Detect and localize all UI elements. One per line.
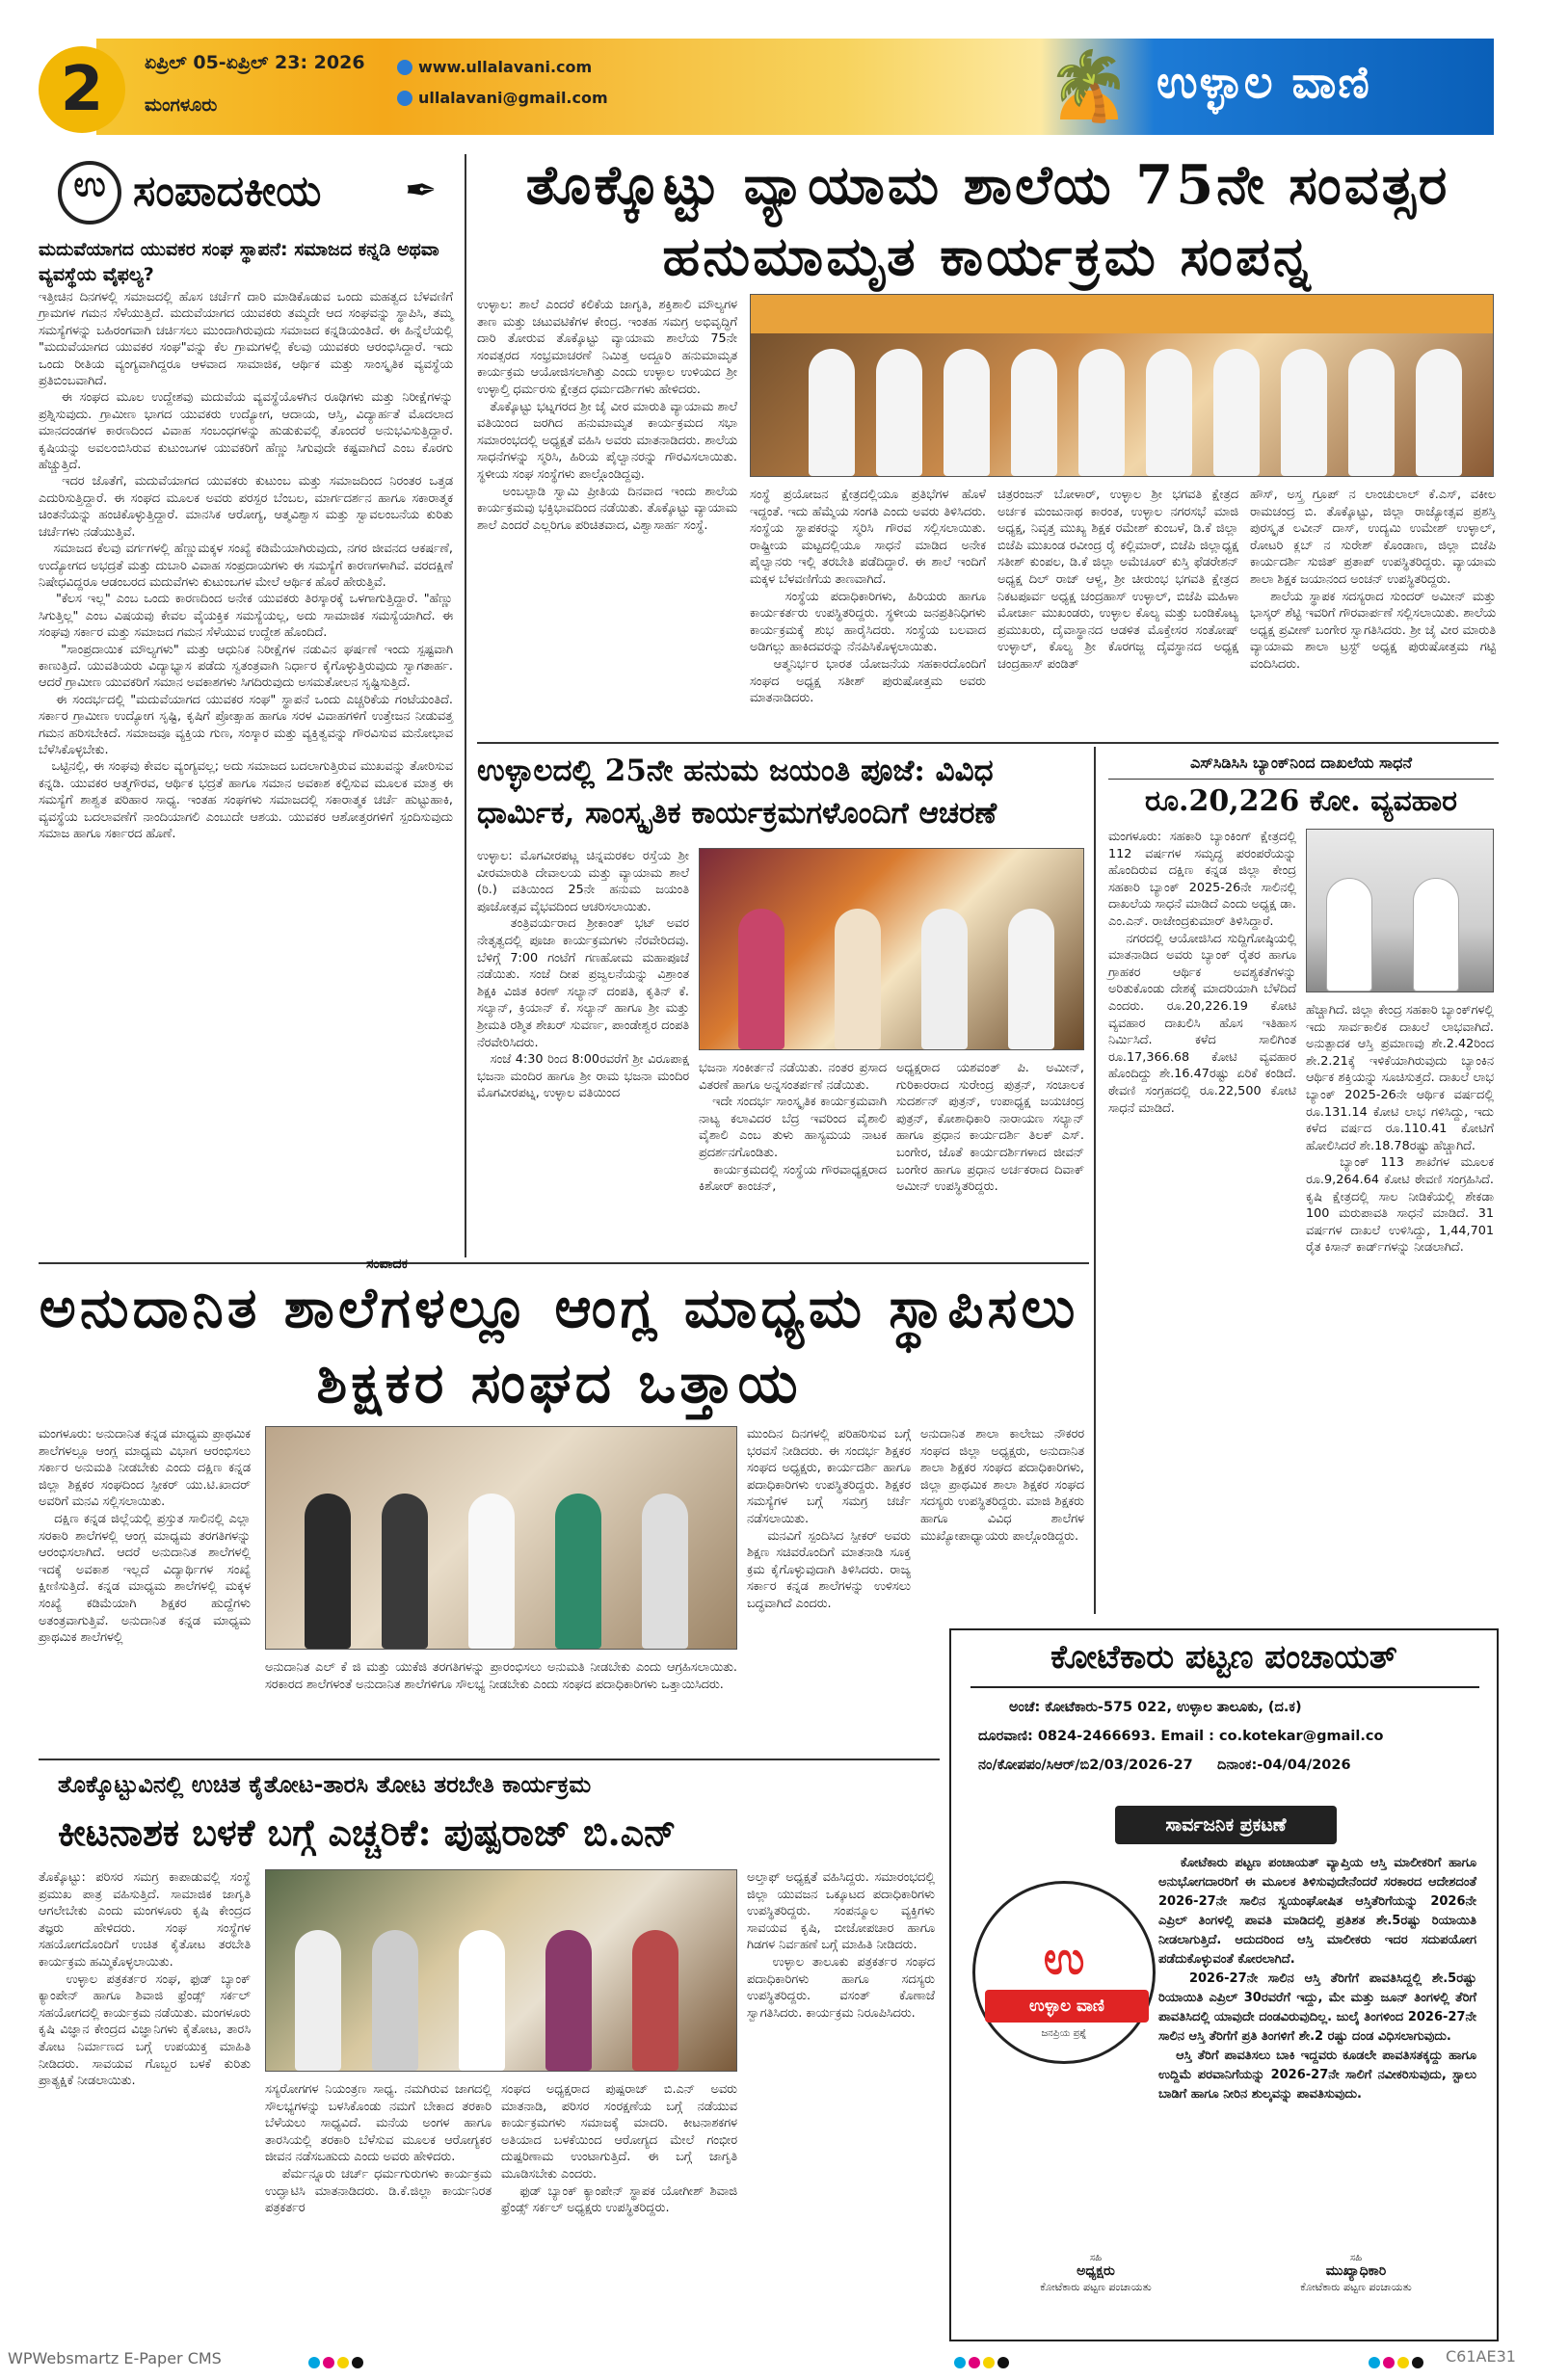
page-id: C61AE31 (1446, 2347, 1516, 2366)
story1-column-3: ಚಿತ್ರರಂಜನ್ ಬೋಳಾರ್, ಉಳ್ಳಾಲ ಶ್ರೀ ಭಗವತಿ ಕ್ಷೇತ್ರದ ಅರ್ಚಕ ಮಂಜುನಾಥ ಕಾರಂತ, ಉಳ್ಳಾಲ ನಗರಸಭೆ ಮಾಜಿ ಅಧ್ಯಕ್ಷ, ನಿವೃತ್ತ ಮುಖ್ಯ ಶಿಕ್ಷಕ ರಮೇಶ್ ಕುಂಬಳೆ, ಡಿ.ಕೆ ಜಿಲ್ಲಾ ಬಿಜೆಪಿ ಮುಖಂಡ ರವೀಂದ್ರ ರೈ ಕಲ್ಲಿಮಾರ್, ಬಿಜೆಪಿ ಜಿಲ್ಲಾಧ್ಯಕ್ಷ ಸತೀಶ್ ಕುಂಪಲ, ಡಿ.ಕೆ ಜಿಲ್ಲಾ ಅಮೆಚೂರ್ ಕುಸ್ತಿ ಫೆಡರೇಶನ್ ಅಧ್ಯಕ್ಷ ದಿಲ್ ರಾಜ್ ಆಳ್ವ, ಶ್ರೀ ಚೀರುಂಭ ಭಗವತಿ ಕ್ಷೇತ್ರದ ನಿಕಟಪೂರ್ವ ಅಧ್ಯಕ್ಷ ಚಂದ್ರಹಾಸ್ ಉಳ್ಳಾಲ್, ಬಿಜೆಪಿ ಮಹಿಳಾ ಮೋರ್ಚಾ ಮುಖಂಡರು, ಉಳ್ಳಾಲ ಕೊಲ್ಯ ಮತ್ತು ಬಂಡಿಕೊಟ್ಯ ಪ್ರಮುಖರು, ದೈವಾಸ್ಥಾನದ ಆಡಳಿತ ಮೊಕ್ತೇಸರ ಸಂತೋಷ್ ಉಳ್ಳಾಲ್, ಕೊಲ್ಯ ಶ್ರೀ ಕೊರಗಜ್ಜ ದೈವಸ್ಥಾನದ ಅಧ್ಯಕ್ಷ ಚಂದ್ರಹಾಸ್ ಪಂಡಿತ್ (997, 488, 1243, 672)
divider (1108, 779, 1494, 780)
divider (477, 742, 1499, 744)
brand-seal (972, 1881, 1156, 2064)
contact-band (386, 39, 1041, 135)
palm-tree-icon: 🌴 (1047, 46, 1131, 125)
story2-column-3: ಅಧ್ಯಕ್ಷರಾದ ಯಶವಂತ್ ಪಿ. ಅಮೀನ್, ಗುರಿಕಾರರಾದ ಸುರೇಂದ್ರ ಪುತ್ರನ್, ಸಂಚಾಲಕ ಸುದರ್ಶನ್ ಪುತ್ರನ್, ಉಪಾಧ್ಯಕ್ಷ ಜಯಚಂದ್ರ ಪುತ್ರನ್, ಕೋಶಾಧಿಕಾರಿ ನಾರಾಯಣ ಸಲ್ಯಾನ್ ಹಾಗೂ ಪ್ರಧಾನ ಕಾರ್ಯದರ್ಶಿ ತಿಲಕ್ ಎಸ್. ಬಂಗೇರ, ಜೊತೆ ಕಾರ್ಯದರ್ಶಿಗಳಾದ ಜೀವನ್ ಬಂಗೇರ ಹಾಗೂ ಪ್ರಧಾನ ಅರ್ಚಕರಾದ ದಿವಾಕ್ ಅಮೀನ್ ಉಪಸ್ಥಿತರಿದ್ದರು. (896, 1061, 1089, 1195)
story3-headline: ರೂ.20,226 ಕೋ. ವ್ಯವಹಾರ (1145, 784, 1457, 818)
brand-emblem-icon: ಉ (58, 161, 121, 225)
signature-chief-officer: ಸಹಿ ಮುಖ್ಯಾಧಿಕಾರಿ ಕೋಟೆಕಾರು ಪಟ್ಟಣ ಪಂಚಾಯತು (1300, 2253, 1412, 2293)
issue-city: ಮಂಗಳೂರು (145, 94, 218, 116)
editorial-signature: ಸಂಪಾದಕ (366, 1256, 408, 1272)
divider (39, 1759, 940, 1760)
story4-column-4: ಅನುದಾನಿತ ಶಾಲಾ ಕಾಲೇಜು ನೌಕರರ ಸಂಘದ ಜಿಲ್ಲಾ ಅಧ್ಯಕ್ಷರು, ಅನುದಾನಿತ ಶಾಲಾ ಶಿಕ್ಷಕರ ಸಂಘದ ಪದಾಧಿಕಾರಿಗಳು, ಜಿಲ್ಲಾ ಪ್ರಾಥಮಿಕ ಶಾಲಾ ಶಿಕ್ಷಕರ ಸಂಘದ ಸದಸ್ಯರು ಉಪಸ್ಥಿತರಿದ್ದರು. ಮಾಜಿ ಶಿಕ್ಷಕರು ಹಾಗೂ ವಿವಿಧ ಶಾಲೆಗಳ ಮುಖ್ಯೋಪಾಧ್ಯಾಯರು ಪಾಲ್ಗೊಂಡಿದ್ದರು. (920, 1427, 1089, 1544)
story5-column-2: ಸಸ್ಯರೋಗಗಳ ನಿಯಂತ್ರಣ ಸಾಧ್ಯ. ನಮಗಿರುವ ಜಾಗದಲ್ಲಿ ಸೌಲಭ್ಯಗಳನ್ನು ಬಳಸಿಕೊಂಡು ನಮಗೆ ಬೇಕಾದ ತರಕಾರಿ ಬೆಳೆಯಲು ಸಾಧ್ಯವಿದೆ. ಮನೆಯ ಅಂಗಳ ಹಾಗೂ ತಾರಸಿಯಲ್ಲಿ ತರಕಾರಿ ಬೆಳೆಸುವ ಮೂಲಕ ಆರೋಗ್ಯಕರ ಜೀವನ ನಡೆಸಬಹುದು ಎಂದು ಅವರು ಹೇಳಿದರು. ಪೆರ್ಮನ್ನೂರು ಚರ್ಚ್ ಧರ್ಮಗುರುಗಳು ಕಾರ್ಯಕ್ರಮ ಉದ್ಘಾಟಿಸಿ ಮಾತನಾಡಿದರು. ಡಿ.ಕೆ.ಜಿಲ್ಲಾ ಕಾರ್ಯನಿರತ ಪತ್ರಕರ್ತರ (265, 2082, 492, 2216)
registration-dots (308, 2357, 366, 2372)
page-number: 2 (39, 46, 125, 133)
story1-photo (750, 294, 1494, 477)
story2-column-2: ಭಜನಾ ಸಂಕೀರ್ತನೆ ನಡೆಯಿತು. ನಂತರ ಪ್ರಸಾದ ವಿತರಣೆ ಹಾಗೂ ಅನ್ನಸಂತರ್ಪಣೆ ನಡೆಯಿತು. ಇದೇ ಸಂದರ್ಭ ಸಾಂಸ್ಕೃತಿಕ ಕಾರ್ಯಕ್ರಮವಾಗಿ ನಾಟ್ಯ ಕಲಾವಿದರ ಬೆದ್ರ ಇವರಿಂದ ವೈಶಾಲಿ ವೈಶಾಲಿ ಎಂಬ ತುಳು ಹಾಸ್ಯಮಯ ನಾಟಕ ಪ್ರದರ್ಶನಗೊಂಡಿತು. ಕಾರ್ಯಕ್ರಮದಲ್ಲಿ ಸಂಸ್ಥೆಯ ಗೌರವಾಧ್ಯಕ್ಷರಾದ ಕಿಶೋರ್ ಕಾಂಚನ್, (699, 1061, 887, 1195)
story1-column-4: ಹೌಸ್, ಅಸ್ತ್ರ ಗ್ರೂಪ್ ನ ಲಾಂಚುಲಾಲ್ ಕೆ.ಎಸ್, ವಕೀಲ ರಾಮಚಂದ್ರ ಬಿ. ತೊಕ್ಕೊಟ್ಟು, ಜಿಲ್ಲಾ ರಾಜ್ಯೋತ್ಸವ ಪ್ರಶಸ್ತಿ ಪುರಸ್ಕೃತ ಲವೀನ್ ದಾಸ್, ಉದ್ಯಮಿ ಉಮೇಶ್ ಉಳ್ಳಾಲ್, ರೋಟರಿ ಕ್ಲಬ್ ನ ಸುರೇಶ್ ಕೊಂಡಾಣ, ಜಿಲ್ಲಾ ಬಿಜೆಪಿ ಕಾರ್ಯದರ್ಶಿ ಸುಜಿತ್ ಪ್ರತಾಪ್ ಉಪಸ್ಥಿತರಿದ್ದರು. ವ್ಯಾಯಾಮ ಶಾಲಾ ಶಿಕ್ಷಕ ಜಯಾನಂದ ಅಂಚನ್ ಉಪಸ್ಥಿತರಿದ್ದರು. ಶಾಲೆಯ ಸ್ಥಾಪಕ ಸದಸ್ಯರಾದ ಸುಂದರ್ ಅಮೀನ್ ಮತ್ತು ಭಾಸ್ಕರ್ ಶೆಟ್ಟಿ ಇವರಿಗೆ ಗೌರವಾರ್ಪಣೆ ಸಲ್ಲಿಸಲಾಯಿತು. ಶಾಲೆಯ ಅಧ್ಯಕ್ಷ ಪ್ರವೀಣ್ ಬಂಗೇರ ಸ್ವಾಗತಿಸಿದರು. ಶ್ರೀ ಜೈ ವೀರ ಮಾರುತಿ ವ್ಯಾಯಾಮ ಶಾಲಾ ಟ್ರಸ್ಟ್ ಅಧ್ಯಕ್ಷ ಪುರುಷೋತ್ತಮ ಗಟ್ಟಿ ವಂದಿಸಿದರು. (1250, 488, 1496, 672)
registration-dots (1369, 2357, 1426, 2372)
editorial-section-title: ಸಂಪಾದಕೀಯ (133, 167, 322, 216)
notice-phone: ದೂರವಾಣಿ: 0824-2466693. Email : co.kotekar@gmail.co (978, 1729, 1384, 1744)
email-link[interactable]: ullalavani@gmail.com (397, 89, 608, 107)
registration-dots (954, 2357, 1012, 2372)
story5-photo (265, 1869, 737, 2072)
editorial-headline: ಮದುವೆಯಾಗದ ಯುವಕರ ಸಂಘ ಸ್ಥಾಪನೆ: ಸಮಾಜದ ಕನ್ನಡಿ ಅಥವಾ ವ್ಯವಸ್ಥೆಯ ವೈಫಲ್ಯ? (39, 239, 439, 285)
story1-column-2: ಸಂಸ್ಥೆ ಪ್ರಯೋಜನ ಕ್ಷೇತ್ರದಲ್ಲಿಯೂ ಪ್ರತಿಭೆಗಳ ಹೊಳೆ ಇದ್ದಂತೆ. ಇದು ಹೆಮ್ಮೆಯ ಸಂಗತಿ ಎಂದು ಅವರು ತಿಳಿಸಿದರು. ಸಂಸ್ಥೆಯ ಸ್ಥಾಪಕರನ್ನು ಸ್ಮರಿಸಿ ಗೌರವ ಸಲ್ಲಿಸಲಾಯಿತು. ರಾಷ್ಟ್ರೀಯ ಮಟ್ಟದಲ್ಲಿಯೂ ಸಾಧನೆ ಮಾಡಿದ ಅನೇಕ ಪೈಲ್ವಾನರು ಇಲ್ಲಿ ತರಬೇತಿ ಪಡೆದಿದ್ದಾರೆ. ಈ ಶಾಲೆ ಇಂದಿಗೆ ಮಕ್ಕಳ ಬೆಳವಣಿಗೆಯ ತಾಣವಾಗಿದೆ. ಸಂಸ್ಥೆಯ ಪದಾಧಿಕಾರಿಗಳು, ಹಿರಿಯರು ಹಾಗೂ ಕಾರ್ಯಕರ್ತರು ಉಪಸ್ಥಿತರಿದ್ದರು. ಸ್ಥಳೀಯ ಜನಪ್ರತಿನಿಧಿಗಳು ಕಾರ್ಯಕ್ರಮಕ್ಕೆ ಶುಭ ಹಾರೈಸಿದರು. ಸಂಸ್ಥೆಯ ಬಲವಾದ ಅಡಿಗಲ್ಲು ಹಾಕಿದವರನ್ನು ನೆನಪಿಸಿಕೊಳ್ಳಲಾಯಿತು. ಆತ್ಮನಿರ್ಭರ ಭಾರತ ಯೋಜನೆಯ ಸಹಕಾರದೊಂದಿಗೆ ಸಂಘದ ಅಧ್ಯಕ್ಷ ಸತೀಶ್ ಪುರುಷೋತ್ತಮ ಅವರು ಮಾತನಾಡಿದರು. (750, 488, 986, 706)
signature-president: ಸಹಿ ಅಧ್ಯಕ್ಷರು ಕೋಟೆಕಾರು ಪಟ್ಟಣ ಪಂಚಾಯತು (1040, 2253, 1152, 2293)
story2-photo (699, 848, 1084, 1050)
notice-address: ಅಂಚೆ: ಕೋಟೆಕಾರು-575 022, ಉಳ್ಳಾಲ ತಾಲೂಕು, (ದ.ಕ) (1009, 1700, 1302, 1715)
notice-body: ಕೋಟೆಕಾರು ಪಟ್ಟಣ ಪಂಚಾಯತ್ ವ್ಯಾಪ್ತಿಯ ಆಸ್ತಿ ಮಾಲೀಕರಿಗೆ ಹಾಗೂ ಅನುಭೋಗದಾರರಿಗೆ ಈ ಮೂಲಕ ತಿಳಿಸುವುದೇನೆಂದರೆ ಸರಕಾರದ ಆದೇಶದಂತೆ 2026-27ನೇ ಸಾಲಿನ ಸ್ವಯಂಘೋಷಿತ ಆಸ್ತಿತೆರಿಗೆಯನ್ನು 2026ನೇ ಎಪ್ರಿಲ್ ತಿಂಗಳಲ್ಲಿ ಪಾವತಿ ಮಾಡಿದಲ್ಲಿ ಪ್ರತಿಶತ ಶೇ.5ರಷ್ಟು ರಿಯಾಯಿತಿ ನೀಡಲಾಗುತ್ತಿದೆ. ಆದುದರಿಂದ ಆಸ್ತಿ ಮಾಲೀಕರು ಇದರ ಸದುಪಯೋಗ ಪಡೆದುಕೊಳ್ಳುವಂತೆ ಕೋರಲಾಗಿದೆ. 2026-27ನೇ ಸಾಲಿನ ಆಸ್ತಿ ತೆರಿಗೆಗೆ ಪಾವತಿಸಿದ್ದಲ್ಲಿ ಶೇ.5ರಷ್ಟು ರಿಯಾಯಿತಿ ಎಪ್ರಿಲ್ 30ರವರೆಗೆ ಇದ್ದು, ಮೇ ಮತ್ತು ಜೂನ್ ತಿಂಗಳಲ್ಲಿ ತೆರಿಗೆ ಪಾವತಿಸಿದಲ್ಲಿ ಯಾವುದೇ ದಂಡವಿರುವುದಿಲ್ಲ. ಜುಲೈ ತಿಂಗಳಿಂದ 2026-27ನೇ ಸಾಲಿನ ಆಸ್ತಿ ತೆರಿಗೆಗೆ ಪ್ರತಿ ತಿಂಗಳಿಗೆ ಶೇ.2 ರಷ್ಟು ದಂಡ ವಿಧಿಸಲಾಗುವುದು. ಆಸ್ತಿ ತೆರಿಗೆ ಪಾವತಿಸಲು ಬಾಕಿ ಇದ್ದವರು ಕೂಡಲೇ ಪಾವತಿಸತಕ್ಕದ್ದು ಹಾಗೂ ಉದ್ದಿಮೆ ಪರವಾನಿಗೆಯನ್ನು 2026-27ನೇ ಸಾಲಿಗೆ ನವೀಕರಿಸುವುದು, ಸ್ಟಾಲು ಬಾಡಿಗೆ ಹಾಗೂ ನೀರಿನ ಶುಲ್ಕವನ್ನು ಪಾವತಿಸುವುದು. (1158, 1856, 1477, 2102)
story4-photo (265, 1426, 737, 1650)
story4-headline: ಅನುದಾನಿತ ಶಾಲೆಗಳಲ್ಲೂ ಆಂಗ್ಲ ಮಾಧ್ಯಮ ಸ್ಥಾಪಿಸಲು ಶಿಕ್ಷಕರ ಸಂಘದ ಒತ್ತಾಯ (39, 1275, 1079, 1415)
seal-tagline: ಜನಪ್ರಿಯ ಪ್ರಶ್ನೆ (1041, 2028, 1087, 2039)
story1-column-1: ಉಳ್ಳಾಲ: ಶಾಲೆ ಎಂದರೆ ಕಲಿಕೆಯ ಜಾಗೃತಿ, ಶಕ್ತಿಶಾಲಿ ಮೌಲ್ಯಗಳ ತಾಣ ಮತ್ತು ಚಟುವಟಿಕೆಗಳ ಕೇಂದ್ರ. ಇಂತಹ ಸಮಗ್ರ ಅಭಿವೃದ್ಧಿಗೆ ದಾರಿ ತೋರುವ ತೊಕ್ಕೊಟ್ಟು ವ್ಯಾಯಾಮ ಶಾಲೆಯ 75ನೇ ಸಂವತ್ಸರದ ಸಂಭ್ರಮಾಚರಣೆ ನಿಮಿತ್ತ ಅದ್ದೂರಿ ಹನುಮಾಮೃತ ಕಾರ್ಯಕ್ರಮ ಆಯೋಜಿಸಲಾಗಿತ್ತು ಎಂದು ಉಳ್ಳಾಲ ಉಳಿಯದ ಶ್ರೀ ಉಳ್ಳಾಲ್ತಿ ಧರ್ಮರಸು ಕ್ಷೇತ್ರದ ಧರ್ಮದರ್ಶಿಗಳು ಹೇಳಿದರು. ತೊಕ್ಕೊಟ್ಟು ಭಟ್ನಗರದ ಶ್ರೀ ಜೈ ವೀರ ಮಾರುತಿ ವ್ಯಾಯಾಮ ಶಾಲೆ ವತಿಯಿಂದ ಜರಗಿದ ಹನುಮಾಮೃತ ಕಾರ್ಯಕ್ರಮದ ಸಭಾ ಸಮಾರಂಭದಲ್ಲಿ ಅಧ್ಯಕ್ಷತೆ ವಹಿಸಿ ಅವರು ಮಾತನಾಡಿದರು. ಶಾಲೆಯ ಸಾಧನೆಗಳನ್ನು ಸ್ಮರಿಸಿ, ಹಿರಿಯ ಪೈಲ್ವಾನರನ್ನು ಗೌರವಿಸಲಾಯಿತು. ಸ್ಥಳೀಯ ಸಂಘ ಸಂಸ್ಥೆಗಳು ಪಾಲ್ಗೊಂಡಿದ್ದವು. ಅಂಬಲ್ಪಾಡಿ ಸ್ವಾಮಿ ಪ್ರೀತಿಯ ದಿನವಾದ ಇಂದು ಶಾಲೆಯ ಕಾರ್ಯಕ್ರಮವು ಭಕ್ತಿಭಾವದಿಂದ ನಡೆಯಿತು. ತೊಕ್ಕೊಟ್ಟು ವ್ಯಾಯಾಮ ಶಾಲೆ ಎಂದರೆ ಎಲ್ಲರಿಗೂ ಪರಿಚಿತವಾದ, ವಿಶ್ವಾಸಾರ್ಹ ಸಂಸ್ಥೆ. (477, 298, 737, 533)
masthead-header (39, 39, 1494, 135)
website-link[interactable]: www.ullalavani.com (397, 58, 592, 76)
divider (1094, 747, 1096, 1614)
brand-emblem-icon: ಉ (1043, 1932, 1085, 1984)
masthead-logo (1041, 39, 1494, 135)
story5-column-4: ಅಲ್ತಾಫ್ ಅಧ್ಯಕ್ಷತೆ ವಹಿಸಿದ್ದರು. ಸಮಾರಂಭದಲ್ಲಿ ಜಿಲ್ಲಾ ಯುವಜನ ಒಕ್ಕೂಟದ ಪದಾಧಿಕಾರಿಗಳು ಉಪಸ್ಥಿತರಿದ್ದರು. ಸಂಪನ್ಮೂಲ ವ್ಯಕ್ತಿಗಳು ಸಾವಯವ ಕೃಷಿ, ಬೀಜೋಪಚಾರ ಹಾಗೂ ಗಿಡಗಳ ನಿರ್ವಹಣೆ ಬಗ್ಗೆ ಮಾಹಿತಿ ನೀಡಿದರು. ಉಳ್ಳಾಲ ತಾಲೂಕು ಪತ್ರಕರ್ತರ ಸಂಘದ ಪದಾಧಿಕಾರಿಗಳು ಹಾಗೂ ಸದಸ್ಯರು ಉಪಸ್ಥಿತರಿದ್ದರು. ವಸಂತ್ ಕೊಣಾಜೆ ಸ್ವಾಗತಿಸಿದರು. ಕಾರ್ಯಕ್ರಮ ನಿರೂಪಿಸಿದರು. (747, 1870, 935, 2021)
globe-icon (397, 60, 412, 75)
notice-reference: ನಂ/ಕೋಪಪಂ/ಸಿಆರ್/ಬಿ2/03/2026-27 ದಿನಾಂಕ:-04/04/2026 (978, 1758, 1351, 1773)
editorial-section-logo (58, 159, 463, 226)
story3-photo (1306, 829, 1494, 992)
story4-column-1: ಮಂಗಳೂರು: ಅನುದಾನಿತ ಕನ್ನಡ ಮಾಧ್ಯಮ ಪ್ರಾಥಮಿಕ ಶಾಲೆಗಳಲ್ಲೂ ಆಂಗ್ಲ ಮಾಧ್ಯಮ ವಿಭಾಗ ಆರಂಭಿಸಲು ಸರ್ಕಾರ ಅನುಮತಿ ನೀಡಬೇಕು ಎಂದು ದಕ್ಷಿಣ ಕನ್ನಡ ಜಿಲ್ಲಾ ಶಿಕ್ಷಕರ ಸಂಘದಿಂದ ಸ್ಪೀಕರ್ ಯು.ಟಿ.ಖಾದರ್ ಅವರಿಗೆ ಮನವಿ ಸಲ್ಲಿಸಲಾಯಿತು. ದಕ್ಷಿಣ ಕನ್ನಡ ಜಿಲ್ಲೆಯಲ್ಲಿ ಪ್ರಸ್ತುತ ಸಾಲಿನಲ್ಲಿ ಎಲ್ಲಾ ಸರಕಾರಿ ಶಾಲೆಗಳಲ್ಲಿ ಆಂಗ್ಲ ಮಾಧ್ಯಮ ತರಗತಿಗಳನ್ನು ಆರಂಭಿಸಲಾಗಿದೆ. ಆದರೆ ಅನುದಾನಿತ ಶಾಲೆಗಳಲ್ಲಿ ಇದಕ್ಕೆ ಅವಕಾಶ ಇಲ್ಲದೆ ವಿದ್ಯಾರ್ಥಿಗಳ ಸಂಖ್ಯೆ ಕ್ಷೀಣಿಸುತ್ತಿದೆ. ಕನ್ನಡ ಮಾಧ್ಯಮ ಶಾಲೆಗಳಲ್ಲಿ ಮಕ್ಕಳ ಸಂಖ್ಯೆ ಕಡಿಮೆಯಾಗಿ ಶಿಕ್ಷಕರ ಹುದ್ದೆಗಳು ಅತಂತ್ರವಾಗುತ್ತಿವೆ. ಅನುದಾನಿತ ಕನ್ನಡ ಮಾಧ್ಯಮ ಪ್ರಾಥಮಿಕ ಶಾಲೆಗಳಲ್ಲಿ (39, 1427, 251, 1646)
divider (39, 1262, 1089, 1264)
story2-column-1: ಉಳ್ಳಾಲ: ಮೊಗವೀರಪಟ್ಣ ಚಿನ್ನಮರಕಲ ರಸ್ತೆಯ ಶ್ರೀ ವೀರಮಾರುತಿ ದೇವಾಲಯ ಮತ್ತು ವ್ಯಾಯಾಮ ಶಾಲೆ (ರಿ.) ವತಿಯಿಂದ 25ನೇ ಹನುಮ ಜಯಂತಿ ಪೂಜೋತ್ಸವ ವೈಭವದಿಂದ ಆಚರಿಸಲಾಯಿತು. ತಂತ್ರಿವರ್ಯರಾದ ಶ್ರೀಕಾಂತ್ ಭಟ್ ಅವರ ನೇತೃತ್ವದಲ್ಲಿ ಪೂಜಾ ಕಾರ್ಯಕ್ರಮಗಳು ನೆರವೇರಿದವು. ಬೆಳಿಗ್ಗೆ 7:00 ಗಂಟೆಗೆ ಗಣಹೋಮ ಮಹಾಪೂಜೆ ನಡೆಯಿತು. ಸಂಜೆ ದೀಪ ಪ್ರಜ್ವಲನೆಯನ್ನು ವಿಶ್ರಾಂತ ಶಿಕ್ಷಕಿ ವಿಜಿತ ಕಿರಣ್ ಸಲ್ಯಾನ್ ದಂಪತಿ, ಕೃತಿನ್ ಕೆ. ಸಲ್ಯಾನ್, ಕ್ರಿಯಾನ್ ಕೆ. ಸಲ್ಯಾನ್ ಹಾಗೂ ಶ್ರೀ ಮತ್ತು ಶ್ರೀಮತಿ ರಶ್ಮಿತ ಶೇಖರ್ ಸುವರ್ಣ, ಪಾಂಡೇಶ್ವರ ದಂಪತಿ ನೆರವೇರಿಸಿದರು. ಸಂಜೆ 4:30 ರಿಂದ 8:00ರವರೆಗೆ ಶ್ರೀ ವಿರೂಪಾಕ್ಷ ಭಜನಾ ಮಂದಿರ ಹಾಗೂ ಶ್ರೀ ರಾಮ ಭಜನಾ ಮಂದಿರ ಮೊಗವೀರಪಟ್ನ, ಉಳ್ಳಾಲ ವತಿಯಿಂದ (477, 849, 689, 1101)
seal-name: ಉಳ್ಳಾಲ ವಾಣಿ (985, 1990, 1149, 2023)
cms-credit: WPWebsmartz E-Paper CMS (8, 2349, 222, 2367)
mail-icon (397, 91, 412, 106)
story4-column-3: ಮುಂದಿನ ದಿನಗಳಲ್ಲಿ ಪರಿಹರಿಸುವ ಬಗ್ಗೆ ಭರವಸೆ ನೀಡಿದರು. ಈ ಸಂದರ್ಭ ಶಿಕ್ಷಕರ ಸಂಘದ ಅಧ್ಯಕ್ಷರು, ಕಾರ್ಯದರ್ಶಿ ಹಾಗೂ ಪದಾಧಿಕಾರಿಗಳು ಉಪಸ್ಥಿತರಿದ್ದರು. ಶಿಕ್ಷಕರ ಸಮಸ್ಯೆಗಳ ಬಗ್ಗೆ ಸಮಗ್ರ ಚರ್ಚೆ ನಡೆಸಲಾಯಿತು. ಮನವಿಗೆ ಸ್ಪಂದಿಸಿದ ಸ್ಪೀಕರ್ ಅವರು ಶಿಕ್ಷಣ ಸಚಿವರೊಂದಿಗೆ ಮಾತನಾಡಿ ಸೂಕ್ತ ಕ್ರಮ ಕೈಗೊಳ್ಳುವುದಾಗಿ ತಿಳಿಸಿದರು. ರಾಜ್ಯ ಸರ್ಕಾರ ಕನ್ನಡ ಶಾಲೆಗಳನ್ನು ಉಳಿಸಲು ಬದ್ಧವಾಗಿದೆ ಎಂದರು. (747, 1427, 911, 1611)
notice-title: ಕೋಟೆಕಾರು ಪಟ್ಟಣ ಪಂಚಾಯತ್ (1050, 1638, 1397, 1677)
editorial-body: ಇತ್ತೀಚಿನ ದಿನಗಳಲ್ಲಿ ಸಮಾಜದಲ್ಲಿ ಹೊಸ ಚರ್ಚೆಗೆ ದಾರಿ ಮಾಡಿಕೊಡುವ ಒಂದು ಮಹತ್ವದ ಬೆಳವಣಿಗೆ ಗ್ರಾಮಗಳ ಗಮನ ಸೆಳೆಯುತ್ತಿದೆ. ಮದುವೆಯಾಗದ ಯುವಕರು ತಮ್ಮದೇ ಆದ ಸಂಘವನ್ನು ಸ್ಥಾಪಿಸಿ, ತಮ್ಮ ಸಮಸ್ಯೆಗಳನ್ನು ಬಹಿರಂಗವಾಗಿ ಚರ್ಚಿಸಲು ಮುಂದಾಗಿರುವುದು ಸಮಾಜದ ಕನ್ನಡಿಯಂತಿದೆ. ಈ ಹಿನ್ನೆಲೆಯಲ್ಲಿ "ಮದುವೆಯಾಗದ ಯುವಕರ ಸಂಘ"ವನ್ನು ಕೆಲ ಗ್ರಾಮಗಳಲ್ಲಿ ಕೆಲವು ಯುವಕರು ಆರಂಭಿಸಿದ್ದಾರೆ. ಇದು ಒಂದು ರೀತಿಯ ವ್ಯಂಗ್ಯವಾಗಿದ್ದರೂ ಆಳವಾದ ಸಾಮಾಜಿಕ, ಆರ್ಥಿಕ ಮತ್ತು ಸಾಂಸ್ಕೃತಿಕ ವ್ಯವಸ್ಥೆಯ ಪ್ರತಿಬಿಂಬವಾಗಿದೆ. ಈ ಸಂಘದ ಮೂಲ ಉದ್ದೇಶವು ಮದುವೆಯ ವ್ಯವಸ್ಥೆಯೊಳಗಿನ ರೂಢಿಗಳು ಮತ್ತು ನಿರೀಕ್ಷೆಗಳನ್ನು ಪ್ರಶ್ನಿಸುವುದು. ಗ್ರಾಮೀಣ ಭಾಗದ ಯುವಕರು ಉದ್ಯೋಗ, ಆದಾಯ, ಆಸ್ತಿ, ವಿದ್ಯಾರ್ಹತೆ ಮೊದಲಾದ ಮಾನದಂಡಗಳ ಕಾರಣದಿಂದ ವಿವಾಹ ಸಂಬಂಧಗಳನ್ನು ಹುಡುಕುವಲ್ಲಿ ತೊಂದರೆ ಅನುಭವಿಸುತ್ತಿದ್ದಾರೆ. ಕೃಷಿಯನ್ನು ಅವಲಂಬಿಸಿರುವ ಕುಟುಂಬಗಳ ಯುವಕರಿಗೆ ಹೆಣ್ಣು ಸಿಗುವುದೇ ಕಷ್ಟವಾಗಿದೆ ಎಂಬ ಕೊರಗು ಹೆಚ್ಚುತ್ತಿದೆ. ಇದರ ಜೊತೆಗೆ, ಮದುವೆಯಾಗದ ಯುವಕರು ಕುಟುಂಬ ಮತ್ತು ಸಮಾಜದಿಂದ ನಿರಂತರ ಒತ್ತಡ ಎದುರಿಸುತ್ತಿದ್ದಾರೆ. ಈ ಸಂಘದ ಮೂಲಕ ಅವರು ಪರಸ್ಪರ ಬೆಂಬಲ, ಮಾರ್ಗದರ್ಶನ ಹಾಗೂ ಸಕಾರಾತ್ಮಕ ಚಿಂತನೆಯನ್ನು ಹಂಚಿಕೊಳ್ಳುತ್ತಿದ್ದಾರೆ. ಮಾನಸಿಕ ಆರೋಗ್ಯ, ಆತ್ಮವಿಶ್ವಾಸ ಮತ್ತು ಸ್ವಾವಲಂಬನೆಯ ಕುರಿತು ಚರ್ಚೆಗಳು ನಡೆಯುತ್ತಿವೆ. ಸಮಾಜದ ಕೆಲವು ವರ್ಗಗಳಲ್ಲಿ ಹೆಣ್ಣುಮಕ್ಕಳ ಸಂಖ್ಯೆ ಕಡಿಮೆಯಾಗಿರುವುದು, ನಗರ ಜೀವನದ ಆಕರ್ಷಣೆ, ಉದ್ಯೋಗದ ಅಭದ್ರತೆ ಮತ್ತು ದುಬಾರಿ ವಿವಾಹ ಸಂಪ್ರದಾಯಗಳು ಈ ಸಮಸ್ಯೆಗೆ ಕಾರಣಗಳಾಗಿವೆ. ವರದಕ್ಷಿಣೆ ನಿಷೇಧವಿದ್ದರೂ ಆಡಂಬರದ ಮದುವೆಗಳು ಕುಟುಂಬಗಳ ಮೇಲೆ ಆರ್ಥಿಕ ಹೊರೆ ಹೇರುತ್ತಿವೆ. "ಕೆಲಸ ಇಲ್ಲ" ಎಂಬ ಒಂದು ಕಾರಣದಿಂದ ಅನೇಕ ಯುವಕರು ತಿರಸ್ಕಾರಕ್ಕೆ ಒಳಗಾಗುತ್ತಿದ್ದಾರೆ. "ಹೆಣ್ಣು ಸಿಗುತ್ತಿಲ್ಲ" ಎಂಬ ವಿಷಯವು ಕೇವಲ ವೈಯಕ್ತಿಕ ಸಮಸ್ಯೆಯಲ್ಲ, ಅದು ಸಾಮಾಜಿಕ ಸಮಸ್ಯೆಯಾಗಿದೆ. ಈ ಸಂಘವು ಸರ್ಕಾರ ಮತ್ತು ಸಮಾಜದ ಗಮನ ಸೆಳೆಯುವ ಉದ್ದೇಶ ಹೊಂದಿದೆ. "ಸಾಂಪ್ರದಾಯಿಕ ಮೌಲ್ಯಗಳು" ಮತ್ತು ಆಧುನಿಕ ನಿರೀಕ್ಷೆಗಳ ನಡುವಿನ ಘರ್ಷಣೆ ಇಂದು ಸ್ಪಷ್ಟವಾಗಿ ಕಾಣುತ್ತಿದೆ. ಯುವತಿಯರು ವಿದ್ಯಾಭ್ಯಾಸ ಪಡೆದು ಸ್ವತಂತ್ರವಾಗಿ ನಿರ್ಧಾರ ಕೈಗೊಳ್ಳುತ್ತಿರುವುದು ಸ್ವಾಗತಾರ್ಹ. ಆದರೆ ಗ್ರಾಮೀಣ ಯುವಕರಿಗೆ ಸಮಾನ ಅವಕಾಶಗಳು ಸಿಗದಿರುವುದು ಅಸಮತೋಲನ ಸೃಷ್ಟಿಸುತ್ತಿದೆ. ಈ ಸಂದರ್ಭದಲ್ಲಿ "ಮದುವೆಯಾಗದ ಯುವಕರ ಸಂಘ" ಸ್ಥಾಪನೆ ಒಂದು ಎಚ್ಚರಿಕೆಯ ಗಂಟೆಯಂತಿದೆ. ಸರ್ಕಾರ ಗ್ರಾಮೀಣ ಉದ್ಯೋಗ ಸೃಷ್ಟಿ, ಕೃಷಿಗೆ ಪ್ರೋತ್ಸಾಹ ಹಾಗೂ ಸರಳ ವಿವಾಹಗಳಿಗೆ ಉತ್ತೇಜನ ನೀಡುವತ್ತ ಗಮನ ಹರಿಸಬೇಕಿದೆ. ಸಮಾಜವೂ ವ್ಯಕ್ತಿಯ ಗುಣ, ಸಂಸ್ಕಾರ ಮತ್ತು ವ್ಯಕ್ತಿತ್ವವನ್ನು ಗೌರವಿಸುವ ಮನೋಭಾವ ಬೆಳೆಸಿಕೊಳ್ಳಬೇಕು. ಒಟ್ಟಿನಲ್ಲಿ, ಈ ಸಂಘವು ಕೇವಲ ವ್ಯಂಗ್ಯವಲ್ಲ; ಅದು ಸಮಾಜದ ಬದಲಾಗುತ್ತಿರುವ ಮುಖವನ್ನು ತೋರಿಸುವ ಕನ್ನಡಿ. ಯುವಕರ ಆತ್ಮಗೌರವ, ಆರ್ಥಿಕ ಭದ್ರತೆ ಹಾಗೂ ಸಮಾನ ಅವಕಾಶ ಕಲ್ಪಿಸುವ ಮೂಲಕ ಮಾತ್ರ ಈ ಸಮಸ್ಯೆಗೆ ಶಾಶ್ವತ ಪರಿಹಾರ ಸಾಧ್ಯ. ಇಂತಹ ಸಂಘಗಳು ಸಮಾಜದಲ್ಲಿ ಸಕಾರಾತ್ಮಕ ಚರ್ಚೆ ಹುಟ್ಟುಹಾಕಿ, ವ್ಯವಸ್ಥೆಯ ಬದಲಾವಣೆಗೆ ನಾಂದಿಯಾಗಲಿ ಎಂಬುದೇ ಆಶಯ. ಯುವಕರ ಆಶೋತ್ತರಗಳಿಗೆ ಸ್ಪಂದಿಸುವುದು ಸಮಾಜ ಹಾಗೂ ಸರ್ಕಾರದ ಹೊಣೆ. (39, 290, 453, 841)
masthead-title: ಉಳ್ಳಾಲ ವಾಣಿ (1156, 56, 1371, 108)
issue-date: ಏಪ್ರಿಲ್ 05-ಏಪ್ರಿಲ್ 23: 2026 (145, 52, 365, 73)
story3-column-2: ಹೆಚ್ಚಾಗಿದೆ. ಜಿಲ್ಲಾ ಕೇಂದ್ರ ಸಹಕಾರಿ ಬ್ಯಾಂಕ್‌ಗಳಲ್ಲಿ ಇದು ಸಾರ್ವಕಾಲಿಕ ದಾಖಲೆ ಲಾಭವಾಗಿದೆ. ಅನುತ್ಪಾದಕ ಆಸ್ತಿ ಪ್ರಮಾಣವು ಶೇ.2.42ರಿಂದ ಶೇ.2.21ಕ್ಕೆ ಇಳಿಕೆಯಾಗಿರುವುದು ಬ್ಯಾಂಕಿನ ಆರ್ಥಿಕ ಶಕ್ತಿಯನ್ನು ಸೂಚಿಸುತ್ತದೆ. ದಾಖಲೆ ಲಾಭ ಬ್ಯಾಂಕ್ 2025-26ನೇ ಆರ್ಥಿಕ ವರ್ಷದಲ್ಲಿ ರೂ.131.14 ಕೋಟಿ ಲಾಭ ಗಳಿಸಿದ್ದು, ಇದು ಕಳೆದ ವರ್ಷದ ರೂ.110.41 ಕೋಟಿಗೆ ಹೋಲಿಸಿದರೆ ಶೇ.18.78ರಷ್ಟು ಹೆಚ್ಚಾಗಿದೆ. ಬ್ಯಾಂಕ್ 113 ಶಾಖೆಗಳ ಮೂಲಕ ರೂ.9,264.64 ಕೋಟಿ ಠೇವಣಿ ಸಂಗ್ರಹಿಸಿದೆ. ಕೃಷಿ ಕ್ಷೇತ್ರದಲ್ಲಿ ಸಾಲ ನೀಡಿಕೆಯಲ್ಲಿ ಶೇಕಡಾ 100 ಮರುಪಾವತಿ ಸಾಧನೆ ಮಾಡಿದೆ. 31 ವರ್ಷಗಳ ದಾಖಲೆ ಉಳಿಸಿದ್ದು, 1,44,701 ರೈತ ಕಿಸಾನ್ ಕಾರ್ಡ್‌ಗಳನ್ನು ನೀಡಲಾಗಿದೆ. (1306, 1003, 1494, 1256)
story5-column-1: ತೊಕ್ಕೊಟ್ಟು: ಪರಿಸರ ಸಮಗ್ರ ಕಾಪಾಡುವಲ್ಲಿ ಸಂಸ್ಥೆ ಪ್ರಮುಖ ಪಾತ್ರ ವಹಿಸುತ್ತಿದೆ. ಸಾಮಾಜಿಕ ಜಾಗೃತಿ ಆಗಲೇಬೇಕು ಎಂದು ಮಂಗಳೂರು ಕೃಷಿ ಕೇಂದ್ರದ ತಜ್ಞರು ಹೇಳಿದರು. ಸಂಘ ಸಂಸ್ಥೆಗಳ ಸಹಯೋಗದೊಂದಿಗೆ ಉಚಿತ ಕೈತೋಟ ತರಬೇತಿ ಕಾರ್ಯಕ್ರಮ ಹಮ್ಮಿಕೊಳ್ಳಲಾಯಿತು. ಉಳ್ಳಾಲ ಪತ್ರಕರ್ತರ ಸಂಘ, ಫುಡ್ ಬ್ಯಾಂಕ್ ಕ್ಯಾಂಪೇನ್ ಹಾಗೂ ಶಿವಾಜಿ ಫ್ರೆಂಡ್ಸ್ ಸರ್ಕಲ್ ಸಹಯೋಗದಲ್ಲಿ ಕಾರ್ಯಕ್ರಮ ನಡೆಯಿತು. ಮಂಗಳೂರು ಕೃಷಿ ವಿಜ್ಞಾನ ಕೇಂದ್ರದ ವಿಜ್ಞಾನಿಗಳು ಕೈತೋಟ, ತಾರಸಿ ತೋಟ ನಿರ್ಮಾಣದ ಬಗ್ಗೆ ಉಪಯುಕ್ತ ಮಾಹಿತಿ ನೀಡಿದರು. ಸಾವಯವ ಗೊಬ್ಬರ ಬಳಕೆ ಕುರಿತು ಪ್ರಾತ್ಯಕ್ಷಿಕೆ ನೀಡಲಾಯಿತು. (39, 1870, 251, 2089)
story5-headline: ಕೀಟನಾಶಕ ಬಳಕೆ ಬಗ್ಗೆ ಎಚ್ಚರಿಕೆ: ಪುಷ್ಪರಾಜ್ ಬಿ.ಎನ್ (58, 1811, 677, 1854)
story2-headline: ಉಳ್ಳಾಲದಲ್ಲಿ 25ನೇ ಹನುಮ ಜಯಂತಿ ಪೂಜೆ: ವಿವಿಧ ಧಾರ್ಮಿಕ, ಸಾಂಸ್ಕೃತಿಕ ಕಾರ್ಯಕ್ರಮಗಳೊಂದಿಗೆ ಆಚರಣೆ (477, 754, 997, 831)
public-notice-box (949, 1628, 1499, 2341)
story4-column-2: ಅನುದಾನಿತ ಎಲ್ ಕೆ ಜಿ ಮತ್ತು ಯುಕೆಜಿ ತರಗತಿಗಳನ್ನು ಪ್ರಾರಂಭಿಸಲು ಅನುಮತಿ ನೀಡಬೇಕು ಎಂದು ಆಗ್ರಹಿಸಲಾಯಿತು. ಸರಕಾರದ ಶಾಲೆಗಳಂತೆ ಅನುದಾನಿತ ಶಾಲೆಗಳಿಗೂ ಸೌಲಭ್ಯ ನೀಡಬೇಕು ಎಂದು ಸಂಘದ ಪದಾಧಿಕಾರಿಗಳು ಒತ್ತಾಯಿಸಿದರು. (265, 1660, 742, 1692)
divider (465, 154, 466, 1257)
pen-icon: ✒ (405, 169, 438, 213)
date-band (96, 39, 386, 135)
story3-column-1: ಮಂಗಳೂರು: ಸಹಕಾರಿ ಬ್ಯಾಂಕಿಂಗ್ ಕ್ಷೇತ್ರದಲ್ಲಿ 112 ವರ್ಷಗಳ ಸಮೃದ್ಧ ಪರಂಪರೆಯನ್ನು ಹೊಂದಿರುವ ದಕ್ಷಿಣ ಕನ್ನಡ ಜಿಲ್ಲಾ ಕೇಂದ್ರ ಸಹಕಾರಿ ಬ್ಯಾಂಕ್ 2025-26ನೇ ಸಾಲಿನಲ್ಲಿ ದಾಖಲೆಯ ಸಾಧನೆ ಮಾಡಿದೆ ಎಂದು ಅಧ್ಯಕ್ಷ ಡಾ. ಎಂ.ಎನ್. ರಾಜೇಂದ್ರಕುಮಾರ್ ತಿಳಿಸಿದ್ದಾರೆ. ನಗರದಲ್ಲಿ ಆಯೋಜಿಸಿದ ಸುದ್ದಿಗೋಷ್ಠಿಯಲ್ಲಿ ಮಾತನಾಡಿದ ಅವರು ಬ್ಯಾಂಕ್ ರೈತರ ಹಾಗೂ ಗ್ರಾಹಕರ ಆರ್ಥಿಕ ಅವಶ್ಯಕತೆಗಳನ್ನು ಅರಿತುಕೊಂಡು ದೇಶಕ್ಕೆ ಮಾದರಿಯಾಗಿ ಬೆಳೆದಿದೆ ಎಂದರು. ರೂ.20,226.19 ಕೋಟಿ ವ್ಯವಹಾರ ದಾಖಲಿಸಿ ಹೊಸ ಇತಿಹಾಸ ನಿರ್ಮಿಸಿದೆ. ಕಳೆದ ಸಾಲಿಗಿಂತ ರೂ.17,366.68 ಕೋಟಿ ವ್ಯವಹಾರ ಹೊಂದಿದ್ದು ಶೇ.16.47ರಷ್ಟು ಏರಿಕೆ ಕಂಡಿದೆ. ಠೇವಣಿ ಸಂಗ್ರಹದಲ್ಲಿ ರೂ.22,500 ಕೋಟಿ ಸಾಧನೆ ಮಾಡಿದೆ. (1108, 830, 1296, 1116)
notice-banner: ಸಾರ್ವಜನಿಕ ಪ್ರಕಟಣೆ (1115, 1806, 1337, 1844)
story5-column-3: ಸಂಘದ ಅಧ್ಯಕ್ಷರಾದ ಪುಷ್ಪರಾಜ್ ಬಿ.ಎನ್ ಅವರು ಮಾತನಾಡಿ, ಪರಿಸರ ಸಂರಕ್ಷಣೆಯ ಬಗ್ಗೆ ನಡೆಯುವ ಕಾರ್ಯಕ್ರಮಗಳು ಸಮಾಜಕ್ಕೆ ಮಾದರಿ. ಕೀಟನಾಶಕಗಳ ಅತಿಯಾದ ಬಳಕೆಯಿಂದ ಆರೋಗ್ಯದ ಮೇಲೆ ಗಂಭೀರ ದುಷ್ಪರಿಣಾಮ ಉಂಟಾಗುತ್ತಿದೆ. ಈ ಬಗ್ಗೆ ಜಾಗೃತಿ ಮೂಡಿಸಬೇಕು ಎಂದರು. ಫುಡ್ ಬ್ಯಾಂಕ್ ಕ್ಯಾಂಪೇನ್ ಸ್ಥಾಪಕ ಯೋಗೀಶ್ ಶಿವಾಜಿ ಫ್ರೆಂಡ್ಸ್ ಸರ್ಕಲ್ ಅಧ್ಯಕ್ಷರು ಉಪಸ್ಥಿತರಿದ್ದರು. (501, 2082, 737, 2216)
story1-headline: ತೊಕ್ಕೊಟ್ಟು ವ್ಯಾಯಾಮ ಶಾಲೆಯ 75ನೇ ಸಂವತ್ಸರ ಹನುಮಾಮೃತ ಕಾರ್ಯಕ್ರಮ ಸಂಪನ್ನ (525, 153, 1450, 288)
story5-kicker: ತೊಕ್ಕೊಟ್ಟುವಿನಲ್ಲಿ ಉಚಿತ ಕೈತೋಟ-ತಾರಸಿ ತೋಟ ತರಬೇತಿ ಕಾರ್ಯಕ್ರಮ (58, 1771, 592, 1798)
story3-kicker: ಎಸ್‌ಸಿಡಿಸಿಸಿ ಬ್ಯಾಂಕ್‌ನಿಂದ ದಾಖಲೆಯ ಸಾಧನೆ (1189, 754, 1413, 772)
